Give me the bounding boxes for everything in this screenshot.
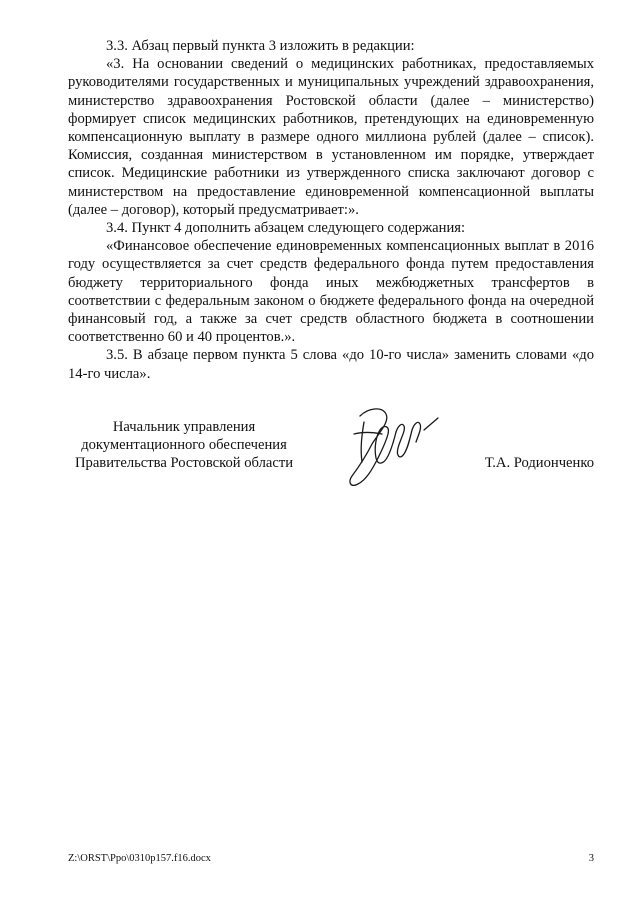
file-path: Z:\ORST\Ppo\0310p157.f16.docx: [68, 853, 211, 864]
signer-position-line-2: документационного обеспечения: [81, 437, 287, 454]
document-body: [68, 37, 594, 383]
paragraph-3-3: 3.3. Абзац первый пункта 3 изложить в редакции:: [106, 38, 415, 54]
paragraph-3-4: 3.4. Пункт 4 дополнить абзацем следующего содержания:: [106, 220, 466, 237]
signer-name: Т.А. Родионченко: [484, 455, 594, 471]
paragraph-3-3-quote: «3. На основании сведений о медицинских работниках, предоставляемых руководителями государственных и муниципальных учреждений здравоохранения, министерство здравоохранения Ростовской области (далее – министерство) формирует список медицинских работников, претендующих на единовременную компенсационную выплату в размере одного миллиона рублей (далее – список). Комиссия, созданная министерством в установленном им порядке, утверждает список. Медицинские работники из утвержденного списка заключают договор с министерством на предоставление единовременной компенсационной выплаты (далее – договор), который предусматривает:».: [68, 56, 594, 218]
signer-position: [68, 418, 300, 473]
signer-position-line-3: Правительства Ростовской области: [74, 455, 294, 472]
signature-block: [68, 418, 594, 488]
signer-position-line-1: Начальник управления: [112, 419, 256, 435]
page-number: 3: [588, 853, 594, 864]
paragraph-3-4-quote: «Финансовое обеспечение единовременных компенсационных выплат в 2016 году осуществляется за счет средств федерального фонда путем предоставления бюджету территориального фонда иных межбюджетных трансфертов в соответствии с федеральным законом о бюджете федерального фонда на очередной финансовый год, а также за счет средств областного бюджета в соотношении соответственно 60 и 40 процентов.».: [68, 238, 594, 346]
paragraph-3-5: 3.5. В абзаце первом пункта 5 слова «до 10-го числа» заменить словами «до 14-го числа».: [68, 347, 594, 382]
handwritten-signature: [338, 404, 448, 494]
